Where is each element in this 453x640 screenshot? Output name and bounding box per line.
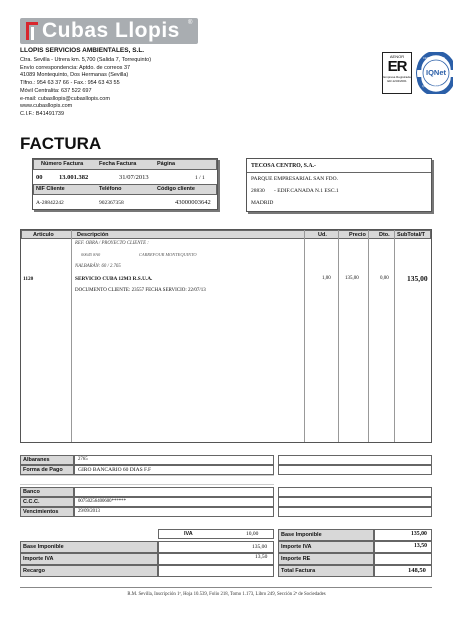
header-nif-cliente: NIF Cliente (36, 186, 65, 192)
company-line: Móvil Centralita: 637 522 697 (20, 87, 92, 94)
empresa-registrada: Empresa Registrada (383, 75, 411, 79)
customer-divider (247, 172, 431, 173)
base-left-label: Base Imponible (23, 544, 64, 550)
ccc-value: 00750256400600****** (78, 498, 126, 504)
totals-right (278, 529, 432, 579)
side-grid-cell (278, 465, 432, 475)
header-telefono: Teléfono (99, 186, 122, 192)
aenor-label: AENOR (389, 54, 405, 59)
company-line: www.cubasllopis.com (20, 103, 73, 110)
ref-code: 00645 8A0 (81, 252, 101, 257)
company-line: Tlfno.: 954 63 37 66 - Fax.: 954 63 43 55 (20, 80, 120, 87)
customer-city: MADRID (251, 200, 274, 206)
side-grid-cell (278, 497, 432, 507)
iqnet-text: IQNet (426, 68, 447, 77)
logo-registered: ® (188, 20, 193, 26)
company-logo (20, 18, 198, 44)
iva-rate: 10,00 (246, 530, 259, 537)
logo-mark-inner (31, 27, 37, 40)
item-subtotal: 135,00 (407, 274, 428, 283)
recargo-label: Recargo (23, 568, 46, 574)
totals-left (20, 529, 274, 579)
vencimientos-label: Vencimientos (23, 509, 59, 515)
albaranes-value: 2765 (78, 456, 88, 462)
invoice-date: 31/07/2013 (119, 174, 149, 181)
side-grid-cell (278, 487, 432, 497)
col-articulo: Articulo (33, 231, 54, 238)
banco-label: Banco (23, 489, 40, 495)
forma-pago-value: GIRO BANCARIO 60 DIAS F.F (78, 466, 152, 473)
col-descripcion: Descripción (77, 231, 109, 238)
recargo-value-cell (158, 565, 274, 577)
spacer-cell (20, 475, 274, 485)
col-subtotal: SubTotal/T (397, 231, 426, 238)
iqnet-ring-top: CERTIFICATION (423, 57, 446, 60)
client-code: 43000003642 (175, 199, 211, 206)
side-grid-cell (278, 507, 432, 517)
registry-text: R.M. Sevilla, Inscripción 1ª, Hoja 10.539, Folio 218, Tomo 1.173, Libro 249, Sección 2ª de Sociedades (127, 592, 326, 597)
footer-rule (20, 587, 432, 588)
invoice-page: 1 / 1 (195, 175, 205, 181)
invoice-info-box (32, 158, 218, 210)
re-value-cell (374, 553, 432, 565)
customer-line1: PARQUE EMPRESARIAL SAN FDO. (251, 176, 338, 182)
client-nif: A-28842242 (36, 200, 64, 206)
col-divider (368, 230, 369, 442)
document-client-line: DOCUMENTO CLIENTE: 23557 FECHA SERVICIO: 22/07/13 (75, 288, 206, 293)
footer-info (20, 455, 274, 519)
company-name: LLOPIS SERVICIOS AMBIENTALES, S.L. (20, 47, 145, 54)
footer-side-grid (278, 455, 432, 519)
iva-left-label: Importe IVA (23, 556, 54, 562)
item-units: 1,00 (322, 276, 331, 281)
col-divider (394, 230, 395, 442)
col-divider (338, 230, 339, 442)
iqnet-ring-bottom: QUALITY NETWORK (422, 85, 447, 88)
iva-right-label: Importe IVA (281, 544, 312, 550)
customer-name: TECOSA CENTRO, S.A.- (251, 163, 316, 169)
iqnet-logo (415, 52, 453, 94)
total-label: Total Factura (281, 568, 316, 574)
company-line: Ctra. Sevilla - Utrera km. 5,700 (Salida 7, Torrequinto) (20, 57, 152, 63)
albaranes-label: Albaranes (23, 457, 50, 463)
item-description: SERVICIO CUBA 12M3 R.S.U.A. (75, 276, 153, 282)
vencimientos-value: 29/09/2013 (78, 508, 100, 514)
col-precio: Precio (349, 231, 366, 238)
company-line: 41089 Montequinto, Dos Hermanas (Sevilla) (20, 72, 129, 79)
invoice-title: FACTURA (20, 134, 102, 153)
col-divider (71, 230, 72, 442)
banco-value-cell (74, 487, 274, 497)
iva-left-value: 13,50 (255, 554, 268, 560)
header-pagina: Página (157, 161, 176, 167)
side-grid-cell (278, 455, 432, 465)
forma-pago-label: Forma de Pago (23, 467, 63, 473)
re-label: Importe RE (281, 556, 311, 562)
lines-table (20, 229, 432, 443)
iva-label: IVA (184, 531, 193, 537)
header-codigo-cliente: Código cliente (157, 186, 195, 192)
item-price: 135,00 (345, 276, 359, 281)
col-dto: Dto. (379, 231, 390, 238)
base-left-value: 135,00 (252, 543, 268, 550)
total-value: 148,50 (408, 566, 426, 574)
header-numero-factura: Número Factura (41, 161, 84, 167)
logo-text: Cubas Llopis (42, 19, 180, 42)
invoice-series: 00 (36, 174, 43, 181)
item-discount: 0,00 (380, 276, 389, 281)
base-right-value: 135,00 (411, 531, 427, 537)
company-line: e-mail: cubasllopis@cubasllopis.com (20, 95, 110, 102)
invoice-number: 13.001.382 (59, 174, 89, 181)
client-phone: 902367358 (99, 200, 124, 206)
er-mark: ER (387, 58, 407, 75)
item-article: 1120 (23, 276, 34, 282)
aenor-logo (382, 52, 412, 94)
customer-box (246, 158, 432, 212)
albaran-ref: NALBARÁN: 60 / 2.765 (75, 264, 121, 269)
company-address (20, 57, 151, 119)
ref-obra: REF. OBRA / PROYECTO CLIENTE : (75, 241, 149, 246)
header-fecha-factura: Fecha Factura (99, 161, 137, 167)
company-line: Envío correspondencia: Aptdo. de correos 37 (20, 64, 131, 71)
col-divider (304, 230, 305, 442)
ccc-label: C.C.C. (23, 499, 40, 505)
iva-right-value: 13,50 (414, 543, 428, 549)
col-ud: Ud. (318, 231, 327, 238)
ref-name: CARREFOUR MONTEQUINTO (139, 252, 197, 257)
base-right-label: Base Imponible (281, 532, 322, 538)
company-line: C.I.F.: B41491739 (20, 110, 65, 117)
cert-number: ER-1234/2001 (387, 79, 407, 83)
customer-zip: 28830 (251, 188, 265, 194)
customer-line2: - EDIF.CANADA N.1 ESC.1 (274, 188, 339, 194)
vencimientos-value-cell (74, 507, 274, 517)
albaranes-value-cell (74, 455, 274, 465)
